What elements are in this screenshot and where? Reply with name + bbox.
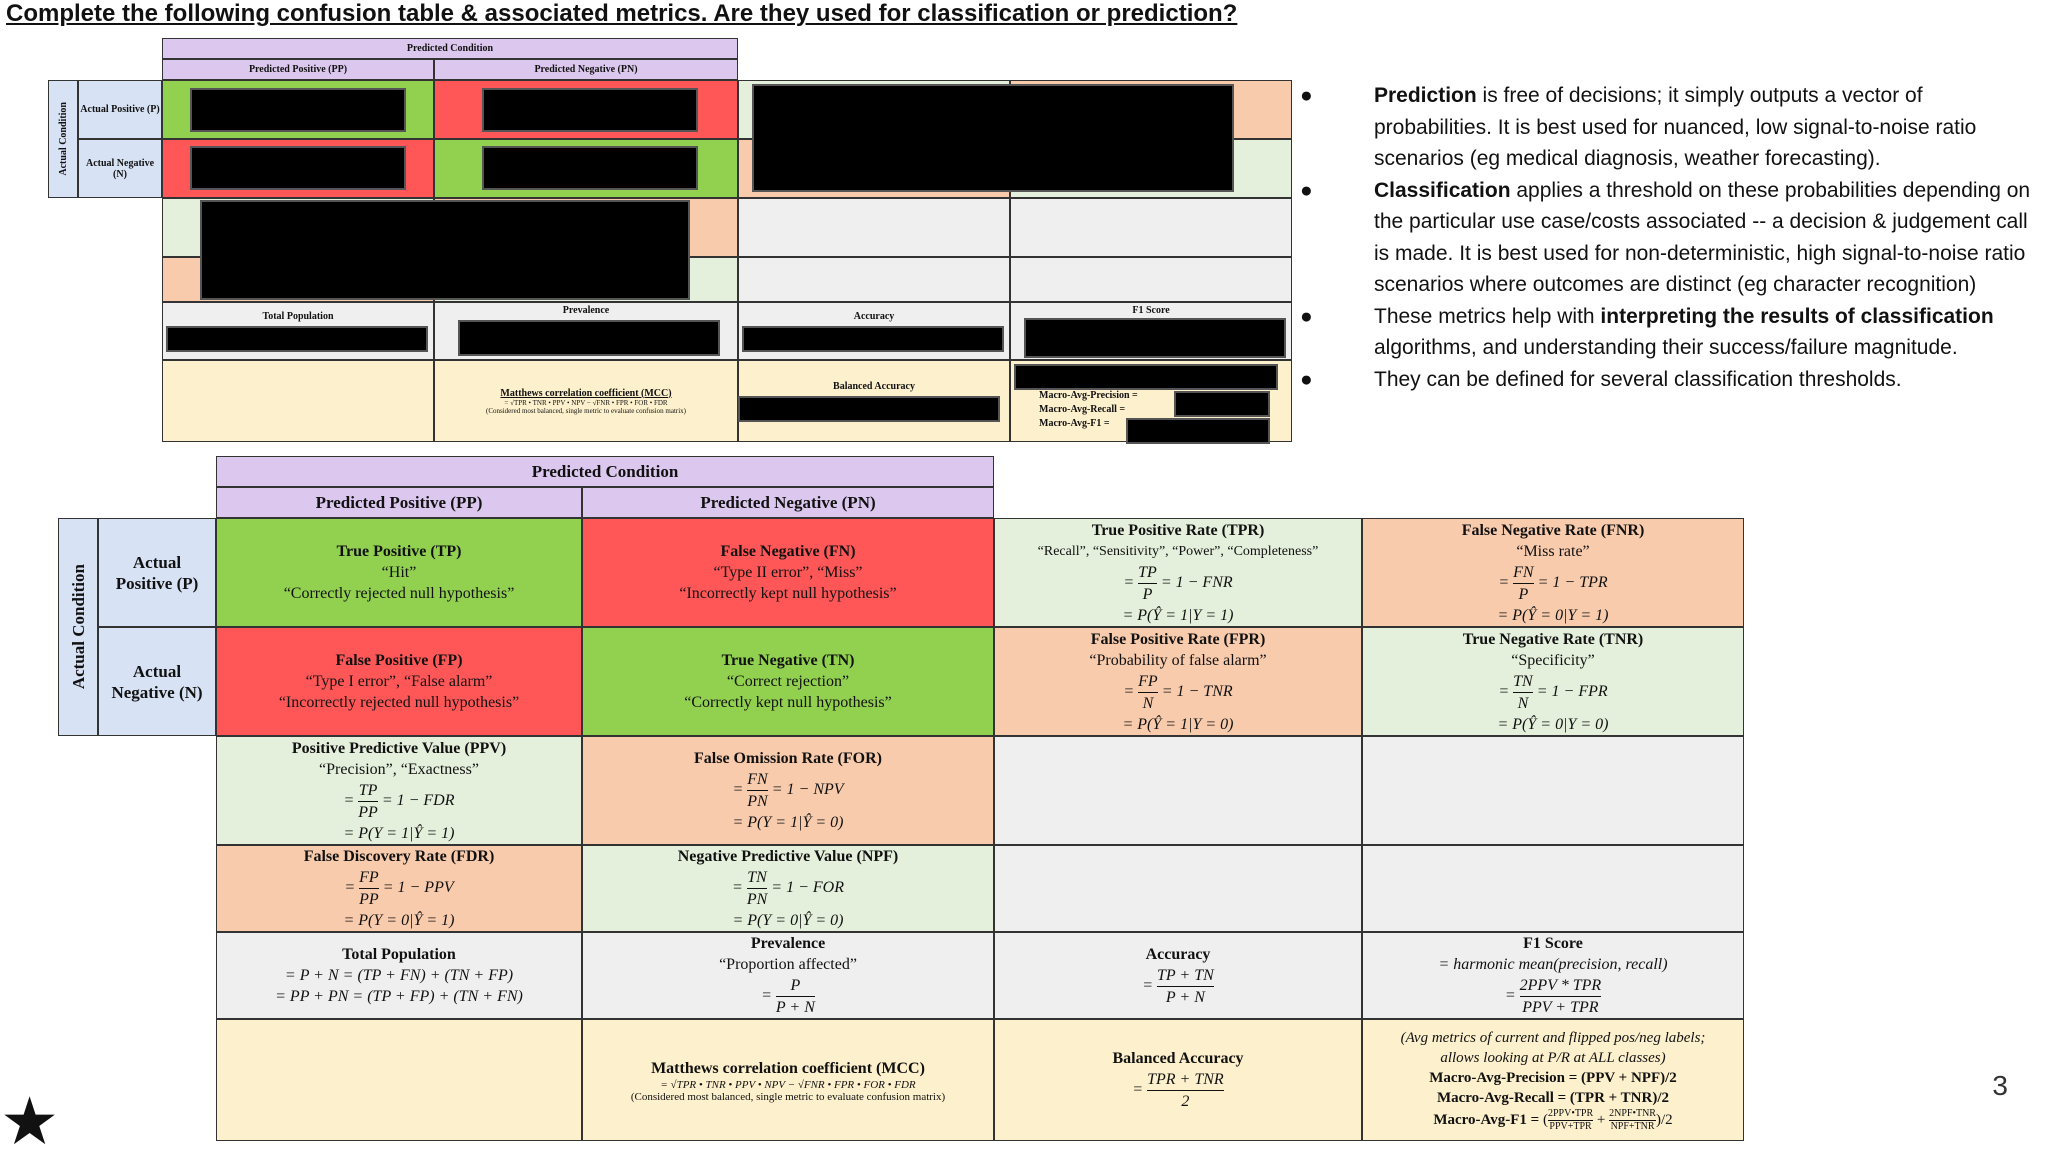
redaction-box [752, 84, 1234, 192]
tnr-cell: True Negative Rate (TNR) “Specificity” = $\frac{TN}{N}$ = 1 − FPR = P(Ŷ = 0|Y = 0) [1362, 627, 1744, 736]
actual-positive-header: Actual Positive (P) [98, 518, 216, 627]
redaction-box [482, 88, 698, 132]
small-mcc-note: (Considered most balanced, single metric to evaluate confusion matrix) [485, 406, 687, 415]
redaction-box [190, 146, 406, 190]
small-predicted-condition-header: Predicted Condition [162, 38, 738, 59]
small-accuracy-label: Accuracy [853, 311, 895, 322]
small-total-population-label: Total Population [262, 311, 334, 322]
small-mcc-formula: = √TPR • TNR • PPV • NPV − √FNR • FPR • FOR • FDR [504, 398, 668, 407]
empty-cell [1362, 845, 1744, 932]
actual-condition-header: Actual Condition [58, 518, 98, 736]
actual-negative-header: Actual Negative (N) [98, 627, 216, 736]
redaction-box [1126, 418, 1270, 444]
small-mcc-cell [434, 360, 738, 442]
small-actual-negative-header: Actual Negative (N) [78, 139, 162, 198]
small-prevalence-label: Prevalence [562, 305, 610, 316]
small-actual-positive-header: Actual Positive (P) [78, 80, 162, 139]
small-balanced-accuracy-label: Balanced Accuracy [833, 381, 915, 392]
small-macro-f1-label: Macro-Avg-F1 = [1039, 418, 1110, 429]
empty-cell [994, 736, 1362, 845]
fdr-cell: False Discovery Rate (FDR) = $\frac{FP}{PP}$ = 1 − PPV = P(Y = 0|Ŷ = 1) [216, 845, 582, 932]
redaction-box [190, 88, 406, 132]
empty-cell [994, 845, 1362, 932]
f1-score-cell: F1 Score = harmonic mean(precision, recall) = 2PPV * TPR PPV + TPR [1362, 932, 1744, 1019]
empty-cream-cell [216, 1019, 582, 1141]
predicted-condition-header: Predicted Condition [216, 456, 994, 487]
page-title: Complete the following confusion table & associated metrics. Are they used for classification or prediction? [6, 0, 1238, 27]
star-icon: ★ [0, 1086, 60, 1159]
tpr-cell: True Positive Rate (TPR) “Recall”, “Sensitivity”, “Power”, “Completeness” = $\frac{TP}{P}$ = 1 − FNR = P(Ŷ = 1|Y = 1) [994, 518, 1362, 627]
redaction-box [742, 326, 1004, 352]
redaction-box [1174, 391, 1270, 417]
macro-average-cell: (Avg metrics of current and flipped pos/neg labels; allows looking at P/R at ALL classes) Macro-Avg-Precision = (PPV + NPF)/2 Macro-Avg-Recall = (TPR + TNR)/2 Macro-Avg-F1 = ( 2PPV•TPR PPV+TPR + 2NPF•TNR NPF+TNR )/2 [1362, 1019, 1744, 1141]
balanced-accuracy-cell: Balanced Accuracy = TPR + TNR 2 [994, 1019, 1362, 1141]
empty-cell [1362, 736, 1744, 845]
total-population-cell: Total Population = P + N = (TP + FN) + (TN + FP) = PP + PN = (TP + FP) + (TN + FN) [216, 932, 582, 1019]
mcc-cell: Matthews correlation coefficient (MCC) = √TPR • TNR • PPV • NPV − √FNR • FPR • FOR • FDR (Considered most balanced, single metric to evaluate confusion matrix) [582, 1019, 994, 1141]
small-actual-condition-header: Actual Condition [48, 80, 78, 198]
ppv-cell: Positive Predictive Value (PPV) “Precision”, “Exactness” = $\frac{TP}{PP}$ = 1 − FDR = P(Y = 1|Ŷ = 1) [216, 736, 582, 845]
bullet-thresholds: ● They can be defined for several classification thresholds. [1300, 367, 1902, 391]
accuracy-cell: Accuracy = $\frac{TP + TN}{P + N}$ [994, 932, 1362, 1019]
fnr-cell: False Negative Rate (FNR) “Miss rate” = $\frac{FN}{P}$ = 1 − TPR = P(Ŷ = 0|Y = 1) [1362, 518, 1744, 627]
small-macro-precision-label: Macro-Avg-Precision = [1039, 390, 1138, 401]
redaction-box [738, 396, 1000, 422]
small-macro-recall-label: Macro-Avg-Recall = [1039, 404, 1126, 415]
redaction-box [1014, 364, 1278, 390]
bullet-prediction: ● Prediction is free of decisions; it simply outputs a vector of probabilities. It is best used for nuanced, low signal-to-noise ratio scenarios (eg medical diagnosis, weather forecasting). [1300, 84, 1977, 170]
bullet-metrics: ● These metrics help with interpreting the results of classification algorithms, and understanding their success/failure magnitude. [1300, 304, 1994, 359]
small-empty-cell [1010, 257, 1292, 302]
false-positive-cell: False Positive (FP) “Type I error”, “False alarm” “Incorrectly rejected null hypothesis” [216, 627, 582, 736]
notes-bullet-list [1300, 80, 2040, 395]
redaction-box [166, 326, 428, 352]
pp-header: Predicted Positive (PP) [216, 487, 582, 518]
redaction-box [482, 146, 698, 190]
pn-header: Predicted Negative (PN) [582, 487, 994, 518]
small-empty-cream-cell [162, 360, 434, 442]
small-mcc-label: Matthews correlation coefficient (MCC) [500, 387, 672, 399]
small-pn-header: Predicted Negative (PN) [434, 59, 738, 80]
true-negative-cell: True Negative (TN) “Correct rejection” “Correctly kept null hypothesis” [582, 627, 994, 736]
small-empty-cell [738, 257, 1010, 302]
true-positive-cell: True Positive (TP) “Hit” “Correctly rejected null hypothesis” [216, 518, 582, 627]
redaction-box [1024, 318, 1286, 358]
for-cell: False Omission Rate (FOR) = $\frac{FN}{PN}$ = 1 − NPV = P(Y = 1|Ŷ = 0) [582, 736, 994, 845]
bullet-classification: ● Classification applies a threshold on these probabilities depending on the particular use case/costs associated -- a decision & judgement call is made. It is best used for non-deterministic, high signal-to-noise ratio scenarios where outcomes are distinct (eg character recognition) [1300, 178, 2031, 296]
npv-cell: Negative Predictive Value (NPF) = $\frac{TN}{PN}$ = 1 − FOR = P(Y = 0|Ŷ = 0) [582, 845, 994, 932]
small-empty-cell [738, 198, 1010, 257]
small-pp-header: Predicted Positive (PP) [162, 59, 434, 80]
small-empty-cell [1010, 198, 1292, 257]
redaction-box [200, 200, 690, 300]
prevalence-cell: Prevalence “Proportion affected” = $\frac{P}{P + N}$ [582, 932, 994, 1019]
page-number: 3 [1992, 1070, 2008, 1101]
small-f1-label: F1 Score [1132, 305, 1170, 316]
false-negative-cell: False Negative (FN) “Type II error”, “Miss” “Incorrectly kept null hypothesis” [582, 518, 994, 627]
redaction-box [458, 320, 720, 356]
fpr-cell: False Positive Rate (FPR) “Probability of false alarm” = $\frac{FP}{N}$ = 1 − TNR = P(Ŷ = 1|Y = 0) [994, 627, 1362, 736]
